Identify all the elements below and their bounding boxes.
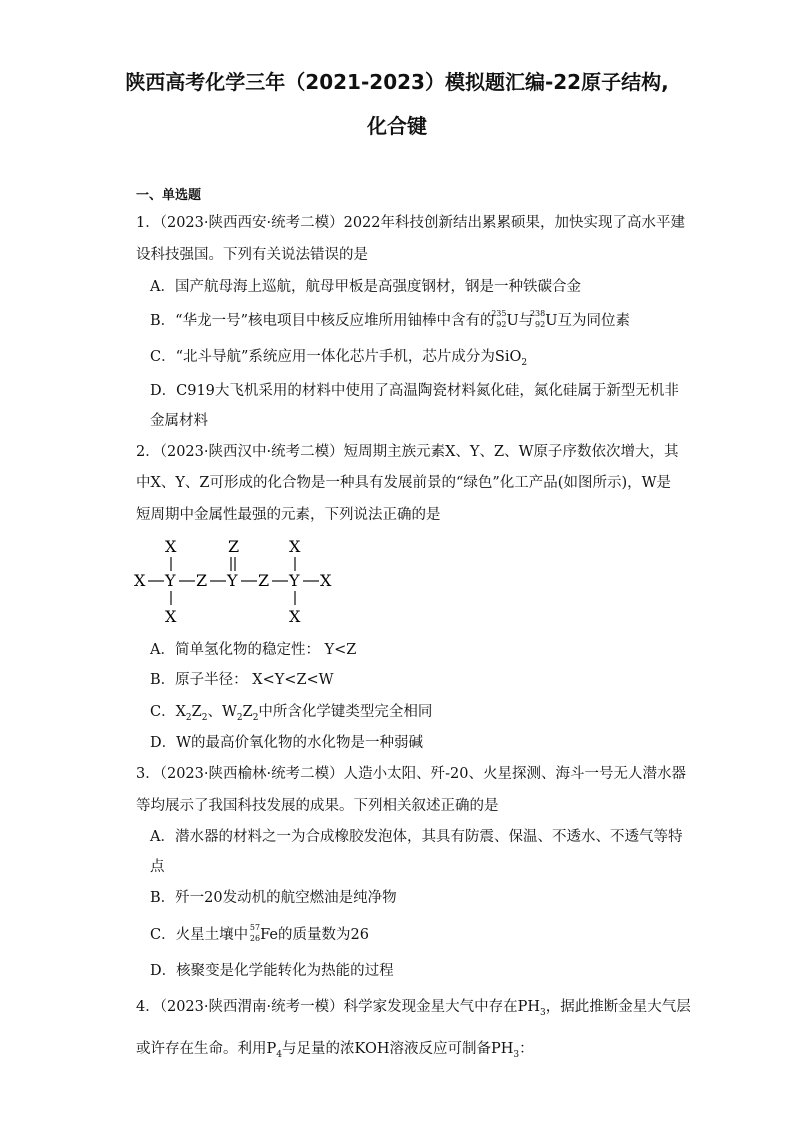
- question-4-stem-line1: 4．（2023·陕西渭南·统考一模）科学家发现金星大气中存在$PH_3$，据此推断金星大气层: [136, 999, 691, 1018]
- question-1-option-a: A．国产航母海上巡航，航母甲板是高强度钢材，钢是一种铁碳合金: [150, 279, 581, 295]
- question-3-option-b: B．歼一20发动机的航空燃油是纯净物: [150, 890, 397, 906]
- question-1-option-d-line2: 金属材料: [150, 413, 208, 429]
- question-source: （2023·陕西汉中·统考二模）: [159, 444, 344, 460]
- question-4-stem-line2: 或许存在生命。利用$P_4$与足量的浓KOH溶液反应可制备$PH_3$：: [136, 1041, 534, 1060]
- atom-x-bottom-right: X: [289, 607, 301, 626]
- atom-z-left: Z: [196, 571, 208, 590]
- chemical-formula: $P_4$: [266, 1041, 282, 1060]
- atom-x-bottom-left: X: [165, 607, 177, 626]
- atom-z-right: Z: [258, 571, 270, 590]
- atom-y-center: Y: [227, 571, 238, 590]
- question-text: 人造小太阳、歼-20、火星探测、海斗一号无人潜水器: [343, 766, 686, 782]
- question-source: （2023·陕西渭南·统考一模）: [159, 999, 344, 1015]
- atom-x-left: X: [134, 571, 146, 590]
- question-1-stem-line1: [136, 214, 685, 232]
- question-2-option-a: A．简单氢化物的稳定性： Y<Z: [150, 642, 357, 658]
- question-2-option-b: B．原子半径： X<Y<Z<W: [150, 672, 334, 688]
- question-source: （2023·陕西榆林·统考二模）: [159, 766, 344, 782]
- question-2-option-c: C．$X_2Z_2$、$W_2Z_2$中所含化学键类型完全相同: [150, 704, 433, 723]
- chemical-formula: $PH_3$: [490, 1041, 520, 1060]
- document-title-line2: 化合键: [367, 114, 427, 138]
- chemical-formula: SiO$_2$: [494, 349, 528, 368]
- atom-x-top-left: X: [165, 537, 177, 556]
- atom-y-left: Y: [165, 571, 176, 590]
- question-3-option-d: D．核聚变是化学能转化为热能的过程: [150, 963, 394, 979]
- question-text: 短周期主族元素X、Y、Z、W原子序数依次增大，其: [343, 444, 679, 460]
- question-number: 3．: [136, 766, 160, 782]
- question-1-option-d-line1: D．C919大飞机采用的材料中使用了高温陶瓷材料氮化硅，氮化硅属于新型无机非: [150, 383, 679, 399]
- question-3-option-c: C．火星土壤中 57 26 Fe的质量数为26: [150, 923, 369, 943]
- question-3-stem-line1: [136, 765, 686, 783]
- question-number: 2．: [136, 444, 160, 460]
- isotope-notation: 235 92: [491, 309, 507, 329]
- atom-z-top: Z: [228, 537, 240, 556]
- question-2-option-d: D．W的最高价氧化物的水化物是一种弱碱: [150, 735, 424, 751]
- question-1-option-b: B．“华龙一号”核电项目中核反应堆所用铀棒中含有的 235 92 U与 238 92 U互为同位素: [150, 309, 630, 329]
- atom-x-top-right: X: [289, 537, 301, 556]
- question-2-stem-line1: [136, 443, 678, 461]
- question-3-option-a-line2: 点: [150, 859, 165, 875]
- question-2-stem-line2: 中X、Y、Z可形成的化合物是一种具有发展前景的“绿色”化工产品(如图所示)，W是: [136, 475, 672, 491]
- question-3-stem-line2: 等均展示了我国科技发展的成果。下列相关叙述正确的是: [136, 798, 499, 814]
- question-number: 1．: [136, 215, 160, 231]
- question-text: 2022年科技创新结出累累硕果，加快实现了高水平建: [343, 215, 686, 231]
- isotope-notation: 238 92: [529, 309, 546, 329]
- chemical-formula: $PH_3$: [517, 999, 546, 1018]
- atom-x-right: X: [320, 571, 332, 590]
- question-source: （2023·陕西西安·统考二模）: [159, 215, 344, 231]
- section-heading: 一、单选题: [136, 188, 202, 203]
- question-number: 4．: [136, 999, 160, 1015]
- question-3-option-a-line1: A．潜水器的材料之一为合成橡胶发泡体，其具有防震、保温、不透水、不透气等特: [150, 829, 683, 845]
- atom-y-right: Y: [289, 571, 300, 590]
- question-2-stem-line3: 短周期中金属性最强的元素，下列说法正确的是: [136, 507, 441, 523]
- molecular-structure-diagram: [130, 535, 350, 630]
- document-title-line1: 陕西高考化学三年（2021-2023）模拟题汇编-22原子结构,: [125, 70, 669, 94]
- question-1-option-c: C．“北斗导航”系统应用一体化芯片手机，芯片成分为SiO$_2$: [150, 349, 528, 368]
- question-1-stem-line2: 设科技强国。下列有关说法错误的是: [136, 247, 368, 263]
- isotope-notation: 57 26: [249, 923, 261, 943]
